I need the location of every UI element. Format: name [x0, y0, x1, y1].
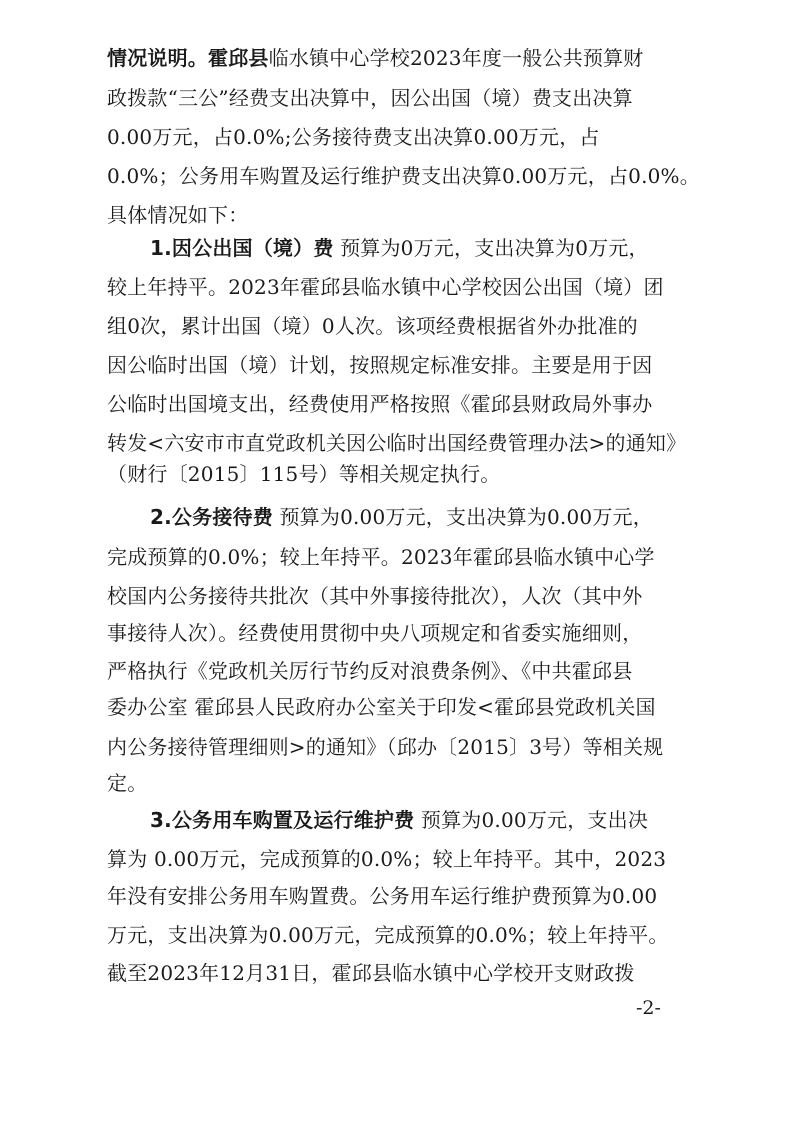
- intro-line-4: 0.0%；公务用车购置及运行维护费支出决算0.00万元，占0.0%。: [107, 164, 700, 188]
- intro-line-5: 具体情况如下：: [107, 203, 249, 227]
- section2-line-4: 事接待人次）。经费使用贯彻中央八项规定和省委实施细则，: [107, 621, 643, 645]
- section3-heading: 3.公务用车购置及运行维护费: [150, 808, 415, 832]
- section2-line-2: 完成预算的0.0%；较上年持平。2023年霍邱县临水镇中心学: [107, 545, 655, 569]
- section3-line-2: 算为 0.00万元，完成预算的0.0%；较上年持平。其中，2023: [107, 847, 667, 871]
- section1-line-2: 较上年持平。2023年霍邱县临水镇中心学校因公出国（境）团: [107, 275, 664, 299]
- section1-line-5: 公临时出国境支出，经费使用严格按照《霍邱县财政局外事办: [107, 392, 653, 416]
- section3-line-1-text: 预算为0.00万元，支出决: [414, 808, 649, 832]
- section2-line-8: 定。: [107, 771, 148, 795]
- section2-line-5: 严格执行《党政机关厉行节约反对浪费条例》、《中共霍邱县: [107, 659, 633, 683]
- section2-line-1: [150, 505, 653, 529]
- section3-line-1: [150, 808, 648, 832]
- section2-line-1-text: 预算为0.00万元，支出决算为0.00万元，: [272, 505, 653, 529]
- section1-line-3: 组0次，累计出国（境）0人次。该项经费根据省外办批准的: [107, 314, 638, 338]
- section2-line-3: 校国内公务接待共批次（其中外事接待批次），人次（其中外: [107, 584, 643, 608]
- section3-line-3: 年没有安排公务用车购置费。公务用车运行维护费预算为0.00: [107, 884, 658, 908]
- section1-line-7: （财行〔2015〕115号）等相关规定执行。: [107, 462, 501, 486]
- intro-bold-lead: 情况说明。霍邱县: [107, 46, 269, 70]
- intro-line-3: 0.00万元，占0.0%;公务接待费支出决算0.00万元，占: [107, 125, 600, 149]
- section3-line-4: 万元，支出决算为0.00万元，完成预算的0.0%；较上年持平。: [107, 923, 669, 947]
- section1-line-4: 因公临时出国（境）计划，按照规定标准安排。主要是用于因: [107, 353, 653, 377]
- section1-heading: 1.因公出国（境）费: [150, 236, 334, 260]
- section1-line-6: 转发<六安市市直党政机关因公临时出国经费管理办法>的通知》: [107, 431, 687, 455]
- intro-line-1: [107, 46, 644, 70]
- section2-line-6: 委办公室 霍邱县人民政府办公室关于印发<霍邱县党政机关国: [107, 695, 656, 719]
- intro-line-2: 政拨款“三公”经费支出决算中，因公出国（境）费支出决算: [107, 86, 633, 110]
- section2-heading: 2.公务接待费: [150, 505, 273, 529]
- page-number: -2-: [636, 997, 661, 1019]
- section1-line-1-text: 预算为0万元，支出决算为0万元，: [333, 236, 649, 260]
- section3-line-5: 截至2023年12月31日，霍邱县临水镇中心学校开支财政拨: [107, 961, 635, 985]
- section2-line-7: 内公务接待管理细则>的通知》（邱办〔2015〕3号）等相关规: [107, 735, 664, 759]
- section1-line-1: [150, 236, 649, 260]
- intro-line-1-text: 临水镇中心学校2023年度一般公共预算财: [268, 46, 644, 70]
